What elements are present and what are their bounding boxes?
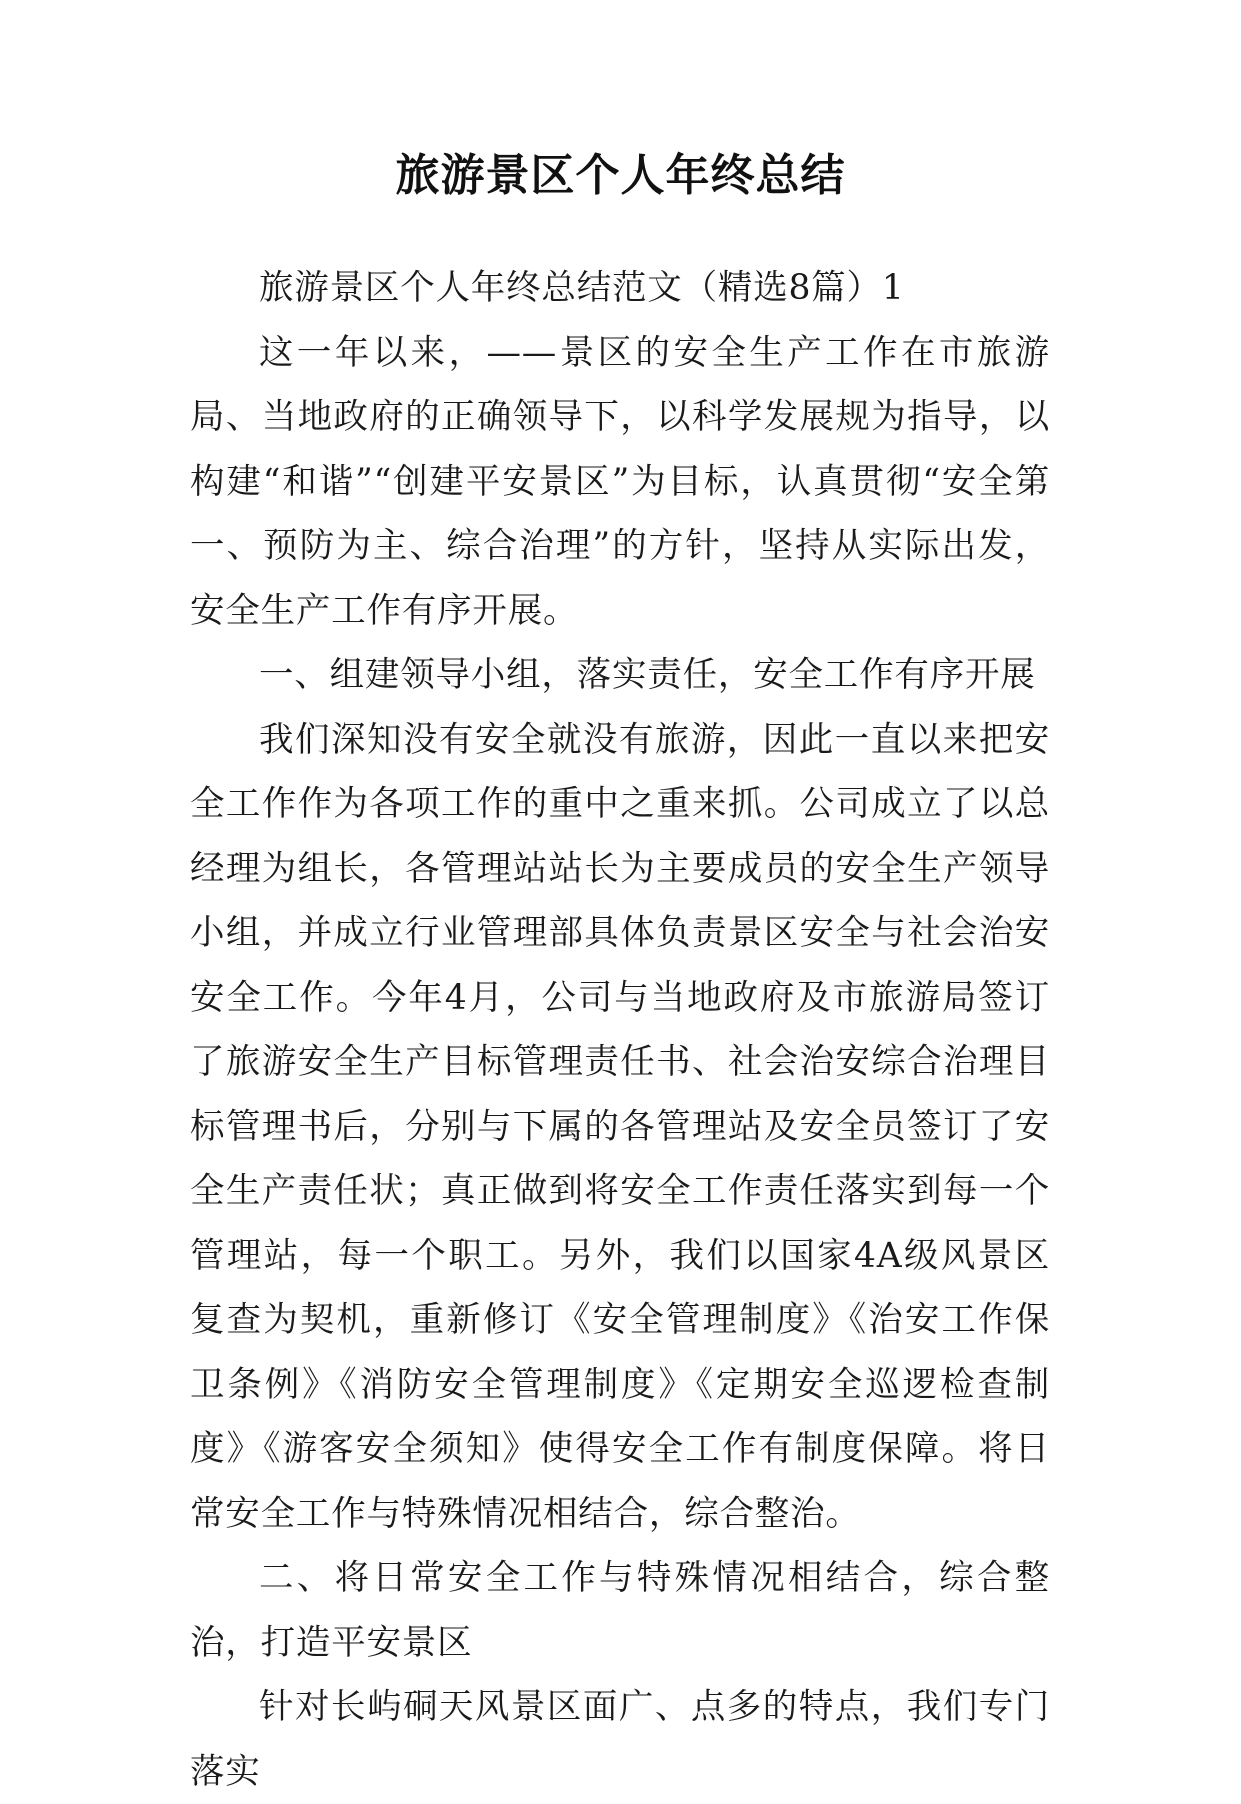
section-heading-2: 二、将日常安全工作与特殊情况相结合，综合整治，打造平安景区 xyxy=(190,1558,1050,1663)
document-body xyxy=(190,256,1050,1804)
section-heading-1: 一、组建领导小组，落实责任，安全工作有序开展 xyxy=(259,655,1036,695)
paragraph-heading-line: 旅游景区个人年终总结范文（精选8篇）1 xyxy=(259,268,905,308)
document-title: 旅游景区个人年终总结 xyxy=(395,150,846,201)
paragraph-section-2: 针对长屿硐天风景区面广、点多的特点，我们专门落实 xyxy=(190,1687,1050,1792)
paragraph-intro: 这一年以来，——景区的安全生产工作在市旅游局、当地政府的正确领导下，以科学发展规为指导，以构建“和谐”“创建平安景区”为目标，认真贯彻“安全第一、预防为主、综合治理”的方针，坚持从实际出发，安全生产工作有序开展。 xyxy=(190,332,1050,631)
paragraph-section-1: 我们深知没有安全就没有旅游，因此一直以来把安全工作作为各项工作的重中之重来抓。公司成立了以总经理为组长，各管理站站长为主要成员的安全生产领导小组，并成立行业管理部具体负责景区安全与社会治安安全工作。今年4月，公司与当地政府及市旅游局签订了旅游安全生产目标管理责任书、社会治安综合治理目标管理书后，分别与下属的各管理站及安全员签订了安全生产责任状；真正做到将安全工作责任落实到每一个管理站，每一个职工。另外，我们以国家4A级风景区复查为契机，重新修订《安全管理制度》《治安工作保卫条例》《消防安全管理制度》《定期安全巡逻检查制度》《游客安全须知》使得安全工作有制度保障。将日常安全工作与特殊情况相结合，综合整治。 xyxy=(190,719,1050,1534)
